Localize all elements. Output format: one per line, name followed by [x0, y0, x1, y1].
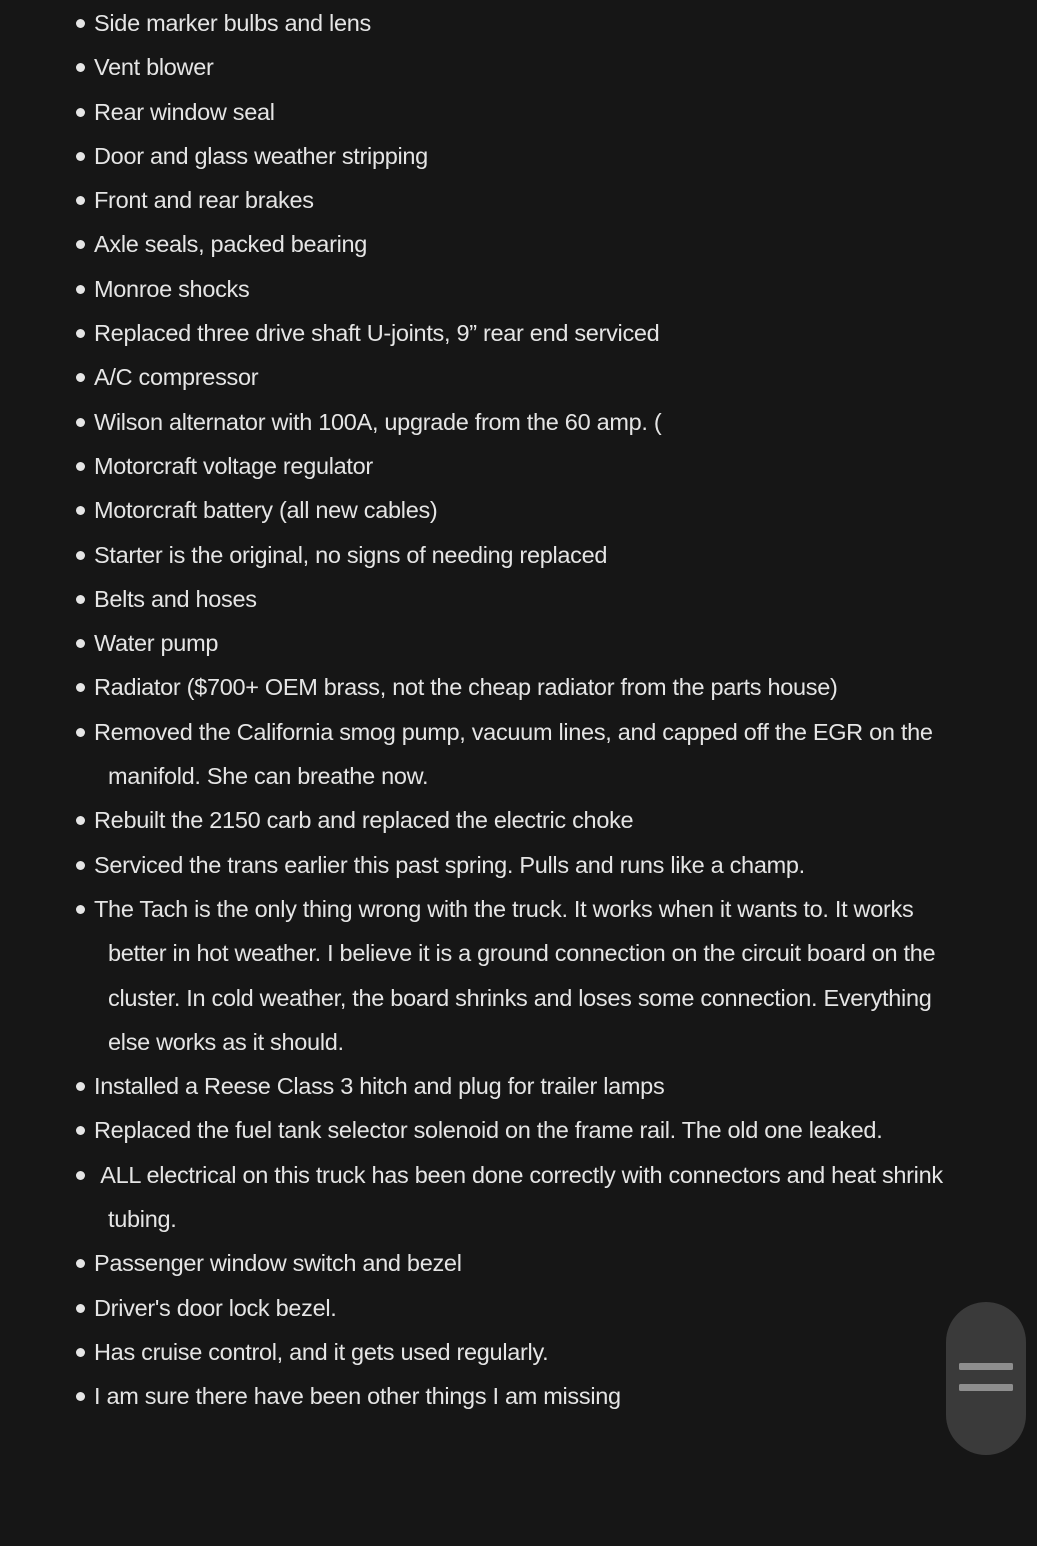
list-item-text: Axle seals, packed bearing	[94, 231, 368, 258]
bullet-icon	[76, 1171, 85, 1180]
list-item-text: Passenger window switch and bezel	[94, 1250, 462, 1277]
bullet-icon	[76, 63, 85, 72]
list-item-text: Driver's door lock bezel.	[94, 1294, 337, 1321]
list-item	[0, 710, 958, 799]
list-item-text: Rear window seal	[94, 98, 275, 125]
list-item-text: Belts and hoses	[94, 585, 257, 612]
list-item	[0, 178, 958, 222]
list-item-text: Installed a Reese Class 3 hitch and plug for trailer lamps	[94, 1073, 665, 1100]
list-item-text: A/C compressor	[94, 364, 259, 391]
list-item-text: Has cruise control, and it gets used regularly.	[94, 1338, 549, 1365]
bullet-icon	[76, 595, 85, 604]
list-item-text: Replaced three drive shaft U-joints, 9” rear end serviced	[94, 320, 660, 347]
list-item-text: Replaced the fuel tank selector solenoid on the frame rail. The old one leaked.	[94, 1117, 883, 1144]
bullet-icon	[76, 240, 85, 249]
list-item	[0, 444, 958, 488]
list-item-text: Motorcraft battery (all new cables)	[94, 497, 438, 524]
list-item-text: Wilson alternator with 100A, upgrade from the 60 amp. (	[94, 408, 662, 435]
list-item	[0, 1330, 958, 1374]
bullet-icon	[76, 816, 85, 825]
list-item	[0, 577, 958, 621]
bullet-icon	[76, 639, 85, 648]
bullet-icon	[76, 728, 85, 737]
bullet-icon	[76, 462, 85, 471]
list-item	[0, 45, 958, 89]
list-item	[0, 843, 958, 887]
list-item-text: I am sure there have been other things I am missing	[94, 1383, 621, 1410]
grip-lines-icon	[959, 1363, 1013, 1391]
list-item-text: Serviced the trans earlier this past spring. Pulls and runs like a champ.	[94, 851, 805, 878]
list-item	[0, 488, 958, 532]
list-item-text: Removed the California smog pump, vacuum lines, and capped off the EGR on the manifold. She can breathe now.	[94, 718, 939, 790]
list-item	[0, 887, 958, 1064]
bullet-icon	[76, 418, 85, 427]
bullet-icon	[76, 285, 85, 294]
list-item-text: Water pump	[94, 630, 219, 657]
list-item-text: Radiator ($700+ OEM brass, not the cheap radiator from the parts house)	[94, 674, 838, 701]
list-item	[0, 798, 958, 842]
bullet-icon	[76, 861, 85, 870]
list-item	[0, 1286, 958, 1330]
list-item	[0, 1108, 958, 1152]
bullet-icon	[76, 551, 85, 560]
list-item	[0, 665, 958, 709]
bullet-icon	[76, 1392, 85, 1401]
list-item-text: Rebuilt the 2150 carb and replaced the electric choke	[94, 807, 634, 834]
list-item	[0, 621, 958, 665]
list-item	[0, 1241, 958, 1285]
bullet-icon	[76, 1082, 85, 1091]
bullet-icon	[76, 373, 85, 382]
list-item-text: Starter is the original, no signs of needing replaced	[94, 541, 608, 568]
bullet-icon	[76, 152, 85, 161]
list-item-text: Vent blower	[94, 54, 214, 81]
list-item	[0, 311, 958, 355]
list-item-text: Door and glass weather stripping	[94, 142, 428, 169]
bullet-icon	[76, 108, 85, 117]
list-item	[0, 355, 958, 399]
list-item	[0, 533, 958, 577]
bullet-icon	[76, 329, 85, 338]
list-item	[0, 1153, 958, 1242]
list-item	[0, 1374, 958, 1418]
list-item	[0, 222, 958, 266]
bullet-icon	[76, 1348, 85, 1357]
list-item-text: Side marker bulbs and lens	[94, 10, 371, 36]
grip-bar	[959, 1363, 1013, 1370]
list-item	[0, 90, 958, 134]
list-item	[0, 400, 958, 444]
list-item	[0, 1064, 958, 1108]
list-item-text: Front and rear brakes	[94, 187, 314, 214]
bullet-icon	[76, 506, 85, 515]
list-item	[0, 1, 958, 45]
list-item-text: The Tach is the only thing wrong with the truck. It works when it wants to. It works better in hot weather. I believe it is a ground connection on the circuit board on the cluster. In cold weather, the board shrinks and loses some connection. Everything else works as it should.	[94, 895, 942, 1055]
bullet-icon	[76, 1126, 85, 1135]
bullet-icon	[76, 905, 85, 914]
list-item-text: Motorcraft voltage regulator	[94, 452, 373, 479]
grip-bar	[959, 1384, 1013, 1391]
bullet-icon	[76, 19, 85, 28]
bullet-icon	[76, 1259, 85, 1268]
list-item-text: ALL electrical on this truck has been done correctly with connectors and heat shrink tubing.	[94, 1161, 950, 1233]
bullet-icon	[76, 683, 85, 692]
bullet-icon	[76, 196, 85, 205]
scroll-handle[interactable]	[946, 1302, 1026, 1455]
list-item	[0, 267, 958, 311]
list-item	[0, 134, 958, 178]
list-item-text: Monroe shocks	[94, 275, 250, 302]
bullet-icon	[76, 1304, 85, 1313]
